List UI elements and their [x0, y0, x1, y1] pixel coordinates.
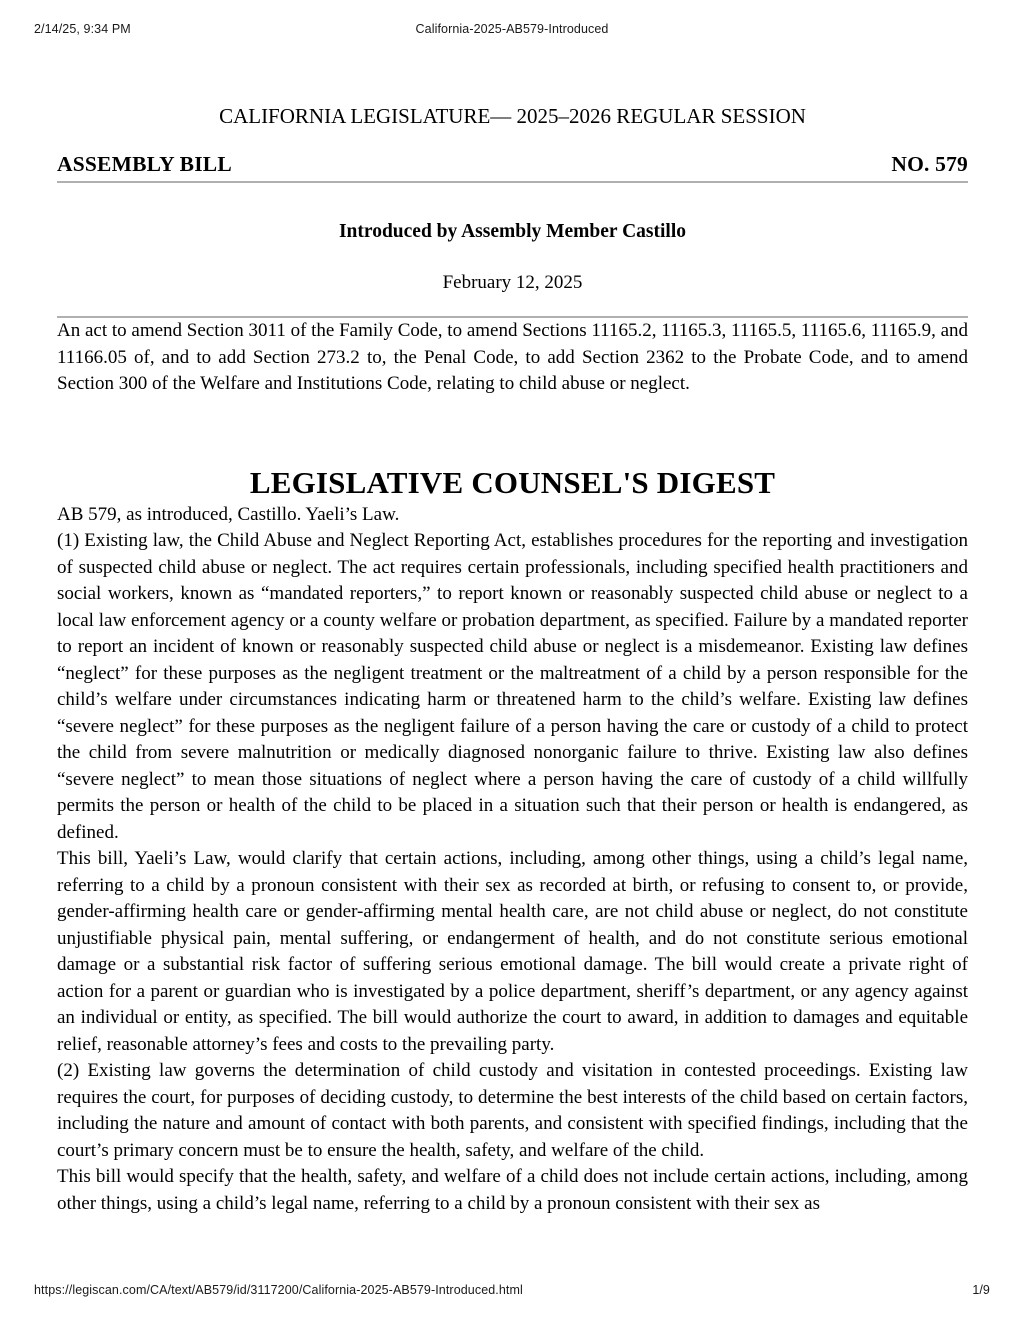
print-header-document-title: California-2025-AB579-Introduced — [415, 22, 609, 36]
bill-number-label: NO. 579 — [891, 152, 968, 176]
bill-type-label: ASSEMBLY BILL — [57, 152, 232, 176]
act-statement: An act to amend Section 3011 of the Family Code, to amend Sections 11165.2, 11165.3, 11165.5, 11165.6, 11165.9, and 11166.05 of, and to add Section 273.2 to, the Penal Code, to add Section 2362 to the Probate Code, and to amend Section 300 of the Welfare and Institutions Code, relating to child abuse or neglect. — [57, 320, 968, 394]
digest-title: LEGISLATIVE COUNSEL'S DIGEST — [249, 464, 776, 500]
print-footer-url: https://legiscan.com/CA/text/AB579/id/3117200/California-2025-AB579-Introduced.html — [34, 1283, 523, 1297]
print-header-timestamp: 2/14/25, 9:34 PM — [34, 22, 131, 36]
introduced-date: February 12, 2025 — [57, 271, 968, 318]
print-footer-page-indicator: 1/9 — [972, 1283, 990, 1297]
digest-subject-line: AB 579, as introduced, Castillo. Yaeli’s Law. — [57, 503, 400, 525]
digest-paragraph-3: (2) Existing law governs the determination of child custody and visitation in contested proceedings. Existing law requires the court, for purposes of deciding custody, to determine the best interests of the child based on certain factors, including the nature and amount of contact with both parents, and consistent with specified findings, including that the court’s primary concern must be to ensure the health, safety, and welfare of the child. — [57, 1060, 968, 1161]
digest-paragraph-4: This bill would specify that the health, safety, and welfare of a child does not include certain actions, including, among other things, using a child’s legal name, referring to a child by a pronoun consistent with their sex as — [57, 1166, 968, 1214]
introduced-by-line: Introduced by Assembly Member Castillo — [338, 221, 687, 242]
bill-header — [57, 151, 968, 183]
digest-paragraph-1: (1) Existing law, the Child Abuse and Neglect Reporting Act, establishes procedures for the reporting and investigation of suspected child abuse or neglect. The act requires certain professionals, including specified health practitioners and social workers, known as “mandated reporters,” to report known or reasonably suspected child abuse or neglect to a local law enforcement agency or a county welfare or probation department, as specified. Failure by a mandated reporter to report an incident of known or reasonably suspected child abuse or neglect is a misdemeanor. Existing law defines “neglect” for these purposes as the negligent treatment or the maltreatment of a child by a person responsible for the child’s welfare under circumstances indicating harm or threatened harm to the child’s welfare. Existing law defines “severe neglect” for these purposes as the negligent failure of a person having the care or custody of a child to protect the child from severe malnutrition or medically diagnosed nonorganic failure to thrive. Existing law also defines “severe neglect” to mean those situations of neglect where a person having the care of custody of a child willfully permits the person or health of the child to be placed in a situation such that their person or health is endangered, as defined. — [57, 530, 968, 843]
digest-paragraph-2: This bill, Yaeli’s Law, would clarify that certain actions, including, among other things, using a child’s legal name, referring to a child by a pronoun consistent with their sex as recorded at birth, or refusing to consent to, or provide, gender-affirming health care or gender-affirming mental health care, are not child abuse or neglect, do not constitute unjustifiable physical pain, mental suffering, or endangerment of health, and do not constitute serious emotional damage or a substantial risk factor of suffering serious emotional damage. The bill would create a private right of action for a parent or guardian who is investigated by a police department, sheriff’s department, or any agency against an individual or entity, as specified. The bill would authorize the court to award, in addition to damages and equitable relief, reasonable attorney’s fees and costs to the prevailing party. — [57, 848, 968, 1055]
document-page — [57, 0, 968, 1217]
legislature-session-line: CALIFORNIA LEGISLATURE— 2025–2026 REGULAR SESSION — [219, 104, 806, 128]
